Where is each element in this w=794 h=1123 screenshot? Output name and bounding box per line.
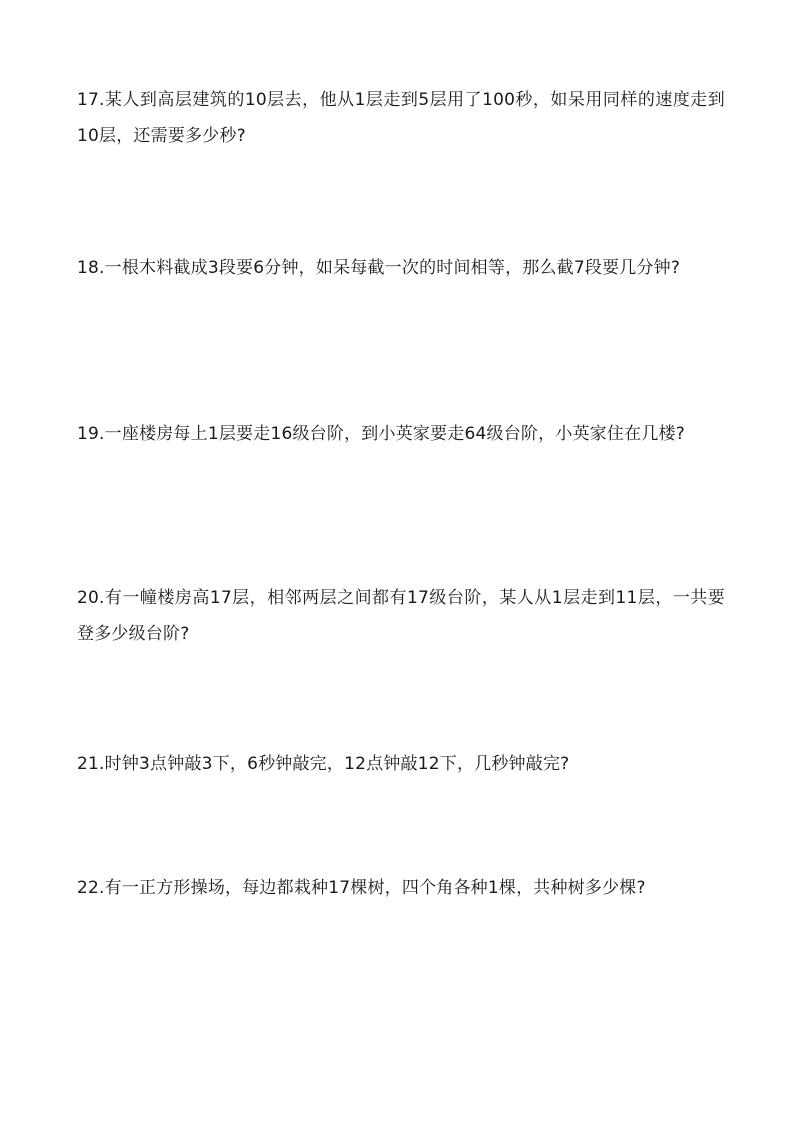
- question-22: 22.有一正方形操场，每边都栽种17棵树，四个角各种1棵，共种树多少棵?: [77, 878, 646, 898]
- question-18: 18.一根木料截成3段要6分钟，如呆每截一次的时间相等，那么截7段要几分钟?: [77, 258, 681, 278]
- question-20: 20.有一幢楼房高17层，相邻两层之间都有17级台阶，某人从1层走到11层，一共要登多少级台阶?: [77, 588, 725, 644]
- question-17: 17.某人到高层建筑的10层去，他从1层走到5层用了100秒，如呆用同样的速度走到10层，还需要多少秒?: [77, 90, 725, 146]
- question-19: 19.一座楼房每上1层要走16级台阶，到小英家要走64级台阶，小英家住在几楼?: [77, 424, 685, 444]
- question-21: 21.时钟3点钟敲3下，6秒钟敲完，12点钟敲12下，几秒钟敲完?: [77, 754, 570, 774]
